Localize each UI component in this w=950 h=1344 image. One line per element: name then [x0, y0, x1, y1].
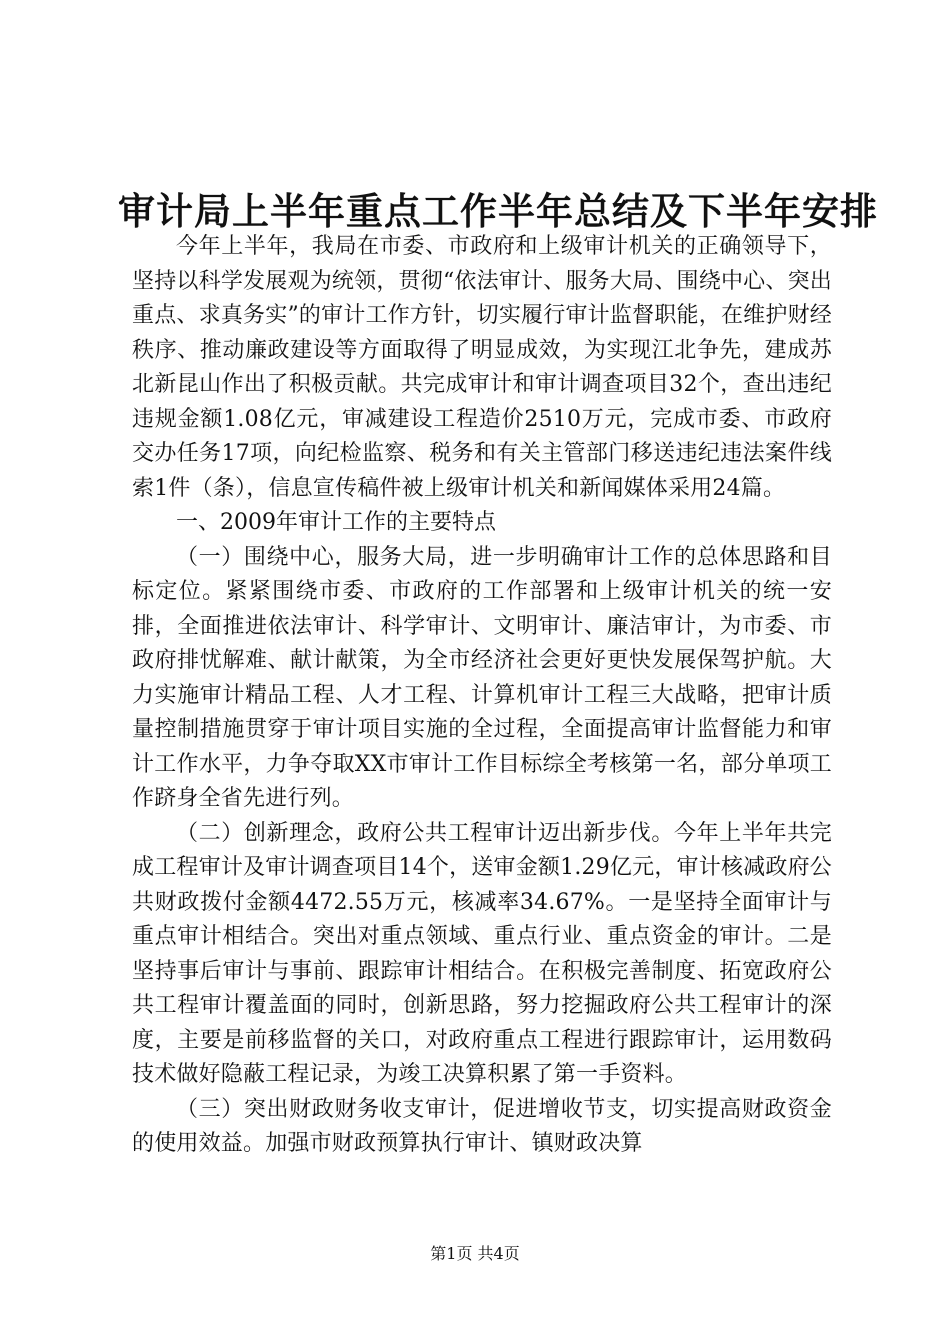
- paragraph-item-3: （三）突出财政财务收支审计，促进增收节支，切实提高财政资金的使用效益。加强市财政预算执行审计、镇财政决算: [132, 1096, 832, 1156]
- intro-paragraph: 今年上半年，我局在市委、市政府和上级审计机关的正确领导下，坚持以科学发展观为统领，贯彻“依法审计、服务大局、围绕中心、突出重点、求真务实”的审计工作方针，切实履行审计监督职能，在维护财经秩序、推动廉政建设等方面取得了明显成效，为实现江北争先，建成苏北新昆山作出了积极贡献。共完成审计和审计调查项目32个，查出违纪违规金额1.08亿元，审减建设工程造价2510万元，完成市委、市政府交办任务17项，向纪检监察、税务和有关主管部门移送违纪违法案件线索1件（条），信息宣传稿件被上级审计机关和新闻媒体采用24篇。: [132, 234, 832, 501]
- paragraph-item-1: （一）围绕中心，服务大局，进一步明确审计工作的总体思路和目标定位。紧紧围绕市委、市政府的工作部署和上级审计机关的统一安排，全面推进依法审计、科学审计、文明审计、廉洁审计，为市委、市政府排忧解难、献计献策，为全市经济社会更好更快发展保驾护航。大力实施审计精品工程、人才工程、计算机审计工程三大战略，把审计质量控制措施贯穿于审计项目实施的全过程，全面提高审计监督能力和审计工作水平，力争夺取XX市审计工作目标综全考核第一名，部分单项工作跻身全省先进行列。: [132, 544, 832, 811]
- paragraph-item-2: （二）创新理念，政府公共工程审计迈出新步伐。今年上半年共完成工程审计及审计调查项目14个，送审金额1.29亿元，审计核减政府公共财政拨付金额4472.55万元，核减率34.67%。一是坚持全面审计与重点审计相结合。突出对重点领域、重点行业、重点资金的审计。二是坚持事后审计与事前、跟踪审计相结合。在积极完善制度、拓宽政府公共工程审计覆盖面的同时，创新思路，努力挖掘政府公共工程审计的深度，主要是前移监督的关口，对政府重点工程进行跟踪审计，运用数码技术做好隐蔽工程记录，为竣工决算积累了第一手资料。: [132, 820, 832, 1087]
- section-heading: 一、2009年审计工作的主要特点: [176, 510, 496, 535]
- document-title: 审计局上半年重点工作半年总结及下半年安排: [118, 189, 878, 233]
- page-footer: 第1页 共4页: [430, 1244, 520, 1263]
- document-body: [132, 230, 832, 1162]
